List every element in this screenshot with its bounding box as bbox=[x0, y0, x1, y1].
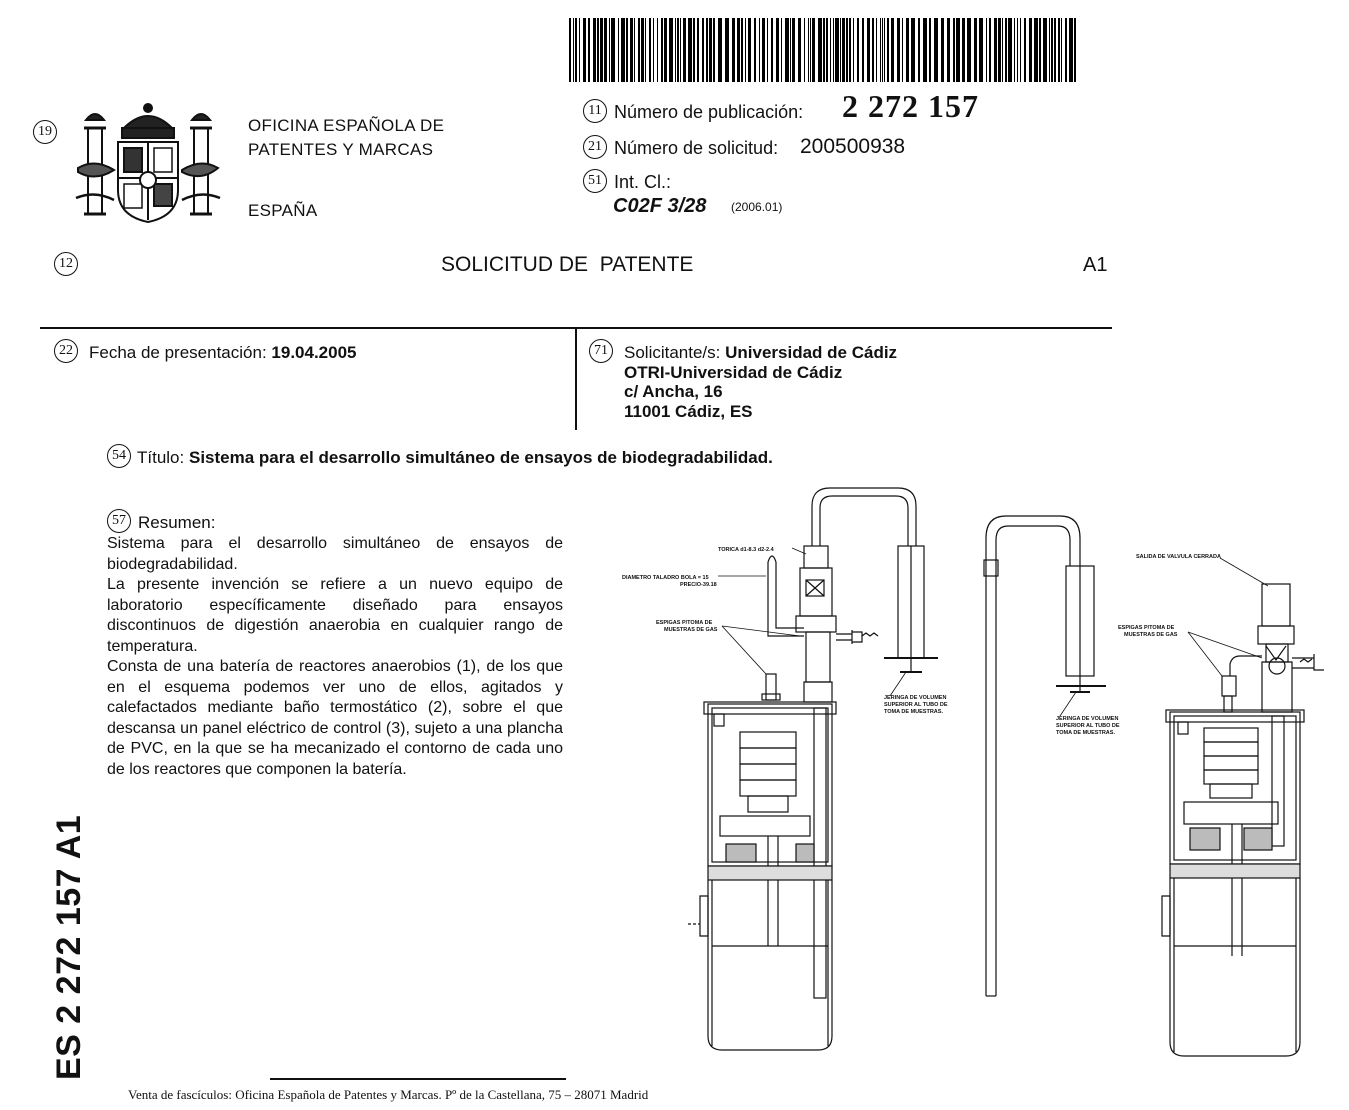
label-jeringa-1c: TOMA DE MUESTRAS. bbox=[884, 709, 943, 715]
label-diametro: DIAMETRO TALADRO BOLA = 15 bbox=[622, 575, 709, 581]
label-precio: PRECIO-39.18 bbox=[680, 582, 717, 588]
label-torica: TORICA d1-8.3 d2-2.4 bbox=[718, 547, 774, 553]
label-jeringa-2b: SUPERIOR AL TUBO DE bbox=[1056, 723, 1120, 729]
title-label: Título: bbox=[137, 448, 185, 467]
label-salida: SALIDA DE VALVULA CERRADA bbox=[1136, 554, 1221, 560]
abstract-label: Resumen: bbox=[138, 513, 216, 532]
label-espigas-left-2: MUESTRAS DE GAS bbox=[664, 627, 718, 633]
title-text: Sistema para el desarrollo simultáneo de ensayos de biodegradabilidad. bbox=[188, 448, 773, 467]
abstract-paragraph-3: Consta de una batería de reactores anaerobios (1), de los que en el esquema podemos ver uno de ellos, agitados y calefactados mediante baño termostático (2), sobre el que descansa un panel eléctrico de control (3), sujeto a una plancha de PVC, en la que se ha mecanizado el contorno de cada uno de los reactores que componen la batería. bbox=[107, 658, 563, 778]
int-cl-class: C02F 3/28 bbox=[613, 195, 707, 217]
inid-code-12: 12 bbox=[54, 252, 78, 276]
label-jeringa-2a: JERINGA DE VOLUMEN bbox=[1056, 716, 1119, 722]
inid-code-11: 11 bbox=[583, 99, 607, 123]
address-1: c/ Ancha, 16 bbox=[624, 382, 723, 401]
address-2: 11001 Cádiz, ES bbox=[624, 401, 753, 421]
office-name-line1: OFICINA ESPAÑOLA DE bbox=[248, 116, 445, 135]
label-espigas-right-1: ESPIGAS P/TOMA DE bbox=[1118, 625, 1175, 631]
application-label: Número de solicitud: bbox=[614, 138, 779, 158]
vertical-rule bbox=[575, 328, 577, 430]
label-espigas-left-1: ESPIGAS P/TOMA DE bbox=[656, 620, 713, 626]
label-jeringa-1b: SUPERIOR AL TUBO DE bbox=[884, 702, 948, 708]
footer-sales-info: Venta de fascículos: Oficina Española de Patentes y Marcas. Pº de la Castellana, 75 – 28071 Madrid bbox=[128, 1087, 649, 1102]
applicant-1: Universidad de Cádiz bbox=[725, 343, 898, 362]
filing-date: 19.04.2005 bbox=[271, 343, 357, 362]
inid-code-71: 71 bbox=[589, 339, 613, 363]
applicant-label: Solicitante/s: bbox=[624, 343, 721, 362]
inid-code-21: 21 bbox=[583, 135, 607, 159]
spine-publication-number: ES 2 272 157 A1 bbox=[50, 814, 88, 1080]
barcode bbox=[569, 18, 1077, 82]
abstract-text bbox=[107, 534, 563, 780]
int-cl-year: (2006.01) bbox=[731, 200, 783, 214]
coat-of-arms-logo bbox=[74, 98, 222, 226]
applicant-2: OTRI-Universidad de Cádiz bbox=[624, 362, 843, 382]
label-jeringa-1a: JERINGA DE VOLUMEN bbox=[884, 695, 947, 701]
kind-code: A1 bbox=[1083, 254, 1108, 276]
country: ESPAÑA bbox=[248, 201, 318, 220]
application-number: 200500938 bbox=[800, 135, 906, 158]
publication-label: Número de publicación: bbox=[614, 102, 804, 122]
inid-code-54: 54 bbox=[107, 444, 131, 468]
office-name-line2: PATENTES Y MARCAS bbox=[248, 140, 434, 159]
filing-date-label: Fecha de presentación: bbox=[89, 343, 267, 362]
inid-code-22: 22 bbox=[54, 339, 78, 363]
applicant-block bbox=[624, 343, 897, 421]
abstract-paragraph-1: Sistema para el desarrollo simultáneo de ensayos de biodegradabilidad. bbox=[107, 535, 563, 573]
technical-drawing bbox=[600, 476, 1340, 1076]
abstract-paragraph-2: La presente invención se refiere a un nuevo equipo de laboratorio específicamente diseñado para ensayos discontinuos de digestión anaerobia en cualquier rango de temperatura. bbox=[107, 576, 563, 655]
publication-number: 2 272 157 bbox=[842, 88, 979, 124]
int-cl-label: Int. Cl.: bbox=[614, 172, 672, 192]
document-type: SOLICITUD DE PATENTE bbox=[441, 253, 694, 276]
inid-code-51: 51 bbox=[583, 169, 607, 193]
inid-code-57: 57 bbox=[107, 509, 131, 533]
footer-rule bbox=[270, 1078, 566, 1080]
title-line bbox=[137, 448, 773, 468]
inid-code-19: 19 bbox=[33, 120, 57, 144]
label-jeringa-2c: TOMA DE MUESTRAS. bbox=[1056, 730, 1115, 736]
filing-date-line bbox=[89, 343, 357, 363]
label-espigas-right-2: MUESTRAS DE GAS bbox=[1124, 632, 1178, 638]
